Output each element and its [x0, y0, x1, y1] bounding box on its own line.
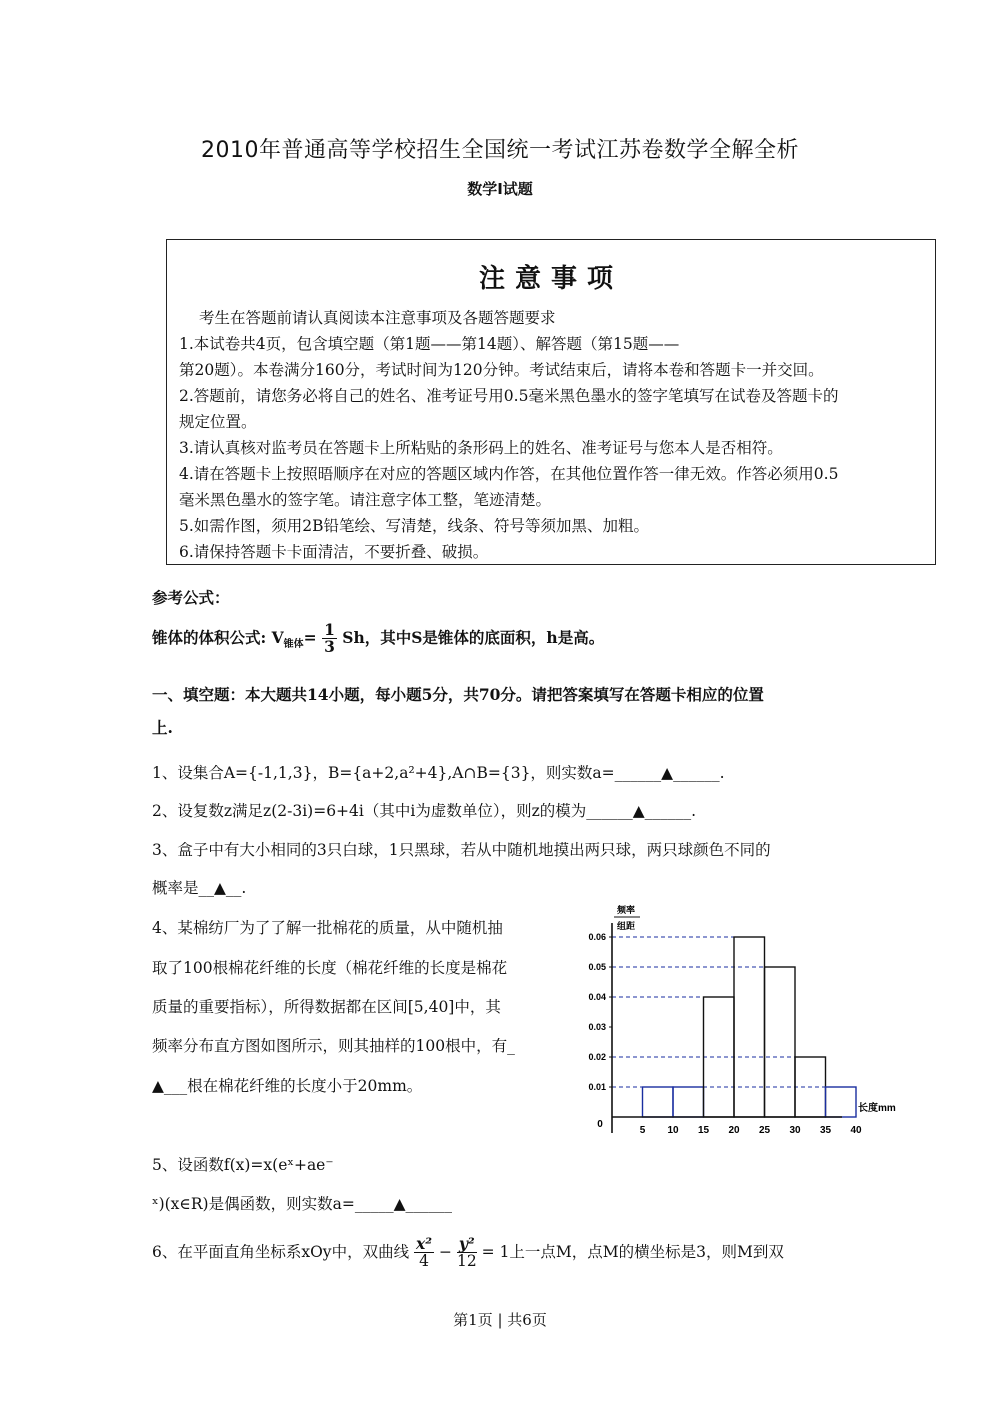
notice-line: 2.答题前，请您务必将自己的姓名、准考证号用0.5毫米黑色墨水的签字笔填写在试卷及答题卡的: [179, 387, 839, 405]
histogram-bar: [673, 1087, 704, 1117]
notice-heading: 注意事项: [478, 264, 623, 294]
notice-line: 第20题）。本卷满分160分，考试时间为120分钟。考试结束后，请将本卷和答题卡一并交回。: [179, 361, 824, 379]
page-title: 2010年普通高等学校招生全国统一考试江苏卷数学全解全析: [201, 138, 799, 163]
y-tick-label: 0.05: [588, 962, 606, 972]
x-tick-label: 30: [789, 1125, 801, 1136]
question-4-line: 频率分布直方图如图所示，则其抽样的100根中，有_: [152, 1037, 515, 1055]
question-3-cont: 概率是__▲__.: [152, 879, 247, 897]
formula-label: 参考公式：: [152, 588, 230, 607]
question-4-line: 4、某棉纺厂为了了解一批棉花的质量，从中随机抽: [152, 919, 503, 937]
x-tick-label: 25: [758, 1125, 771, 1136]
y-tick-label: 0.02: [588, 1052, 606, 1062]
y-axis-label-top: 频率: [616, 905, 636, 915]
fraction-denominator: 4: [419, 1252, 429, 1271]
notice-line: 规定位置。: [179, 413, 257, 431]
fraction-denominator: 3: [324, 637, 335, 657]
notice-line: 6.请保持答题卡卡面清洁，不要折叠、破损。: [179, 543, 489, 561]
fraction-numerator: y²: [458, 1234, 475, 1253]
question-5-cont: ˣ)(x∈R)是偶函数，则实数a=_____▲______: [152, 1195, 452, 1213]
question-4-line: ▲___根在棉花纤维的长度小于20mm。: [152, 1077, 423, 1095]
x-tick-label: 5: [639, 1125, 646, 1136]
question-4-line: 质量的重要指标），所得数据都在区间[5,40]中，其: [152, 998, 501, 1016]
x-tick-label: 35: [819, 1125, 832, 1136]
question-6-tail: = 1上一点M，点M的横坐标是3，则M到双: [481, 1242, 784, 1261]
histogram-bar: [734, 937, 765, 1117]
formula-fraction: [322, 622, 337, 656]
notice-line: 3.请认真核对监考员在答题卡上所粘贴的条形码上的姓名、准考证号与您本人是否相符。: [179, 439, 783, 457]
notice-line: 4.请在答题卡上按照晤顺序在对应的答题区域内作答，在其他位置作答一律无效。作答必须用0.5: [179, 465, 839, 483]
fraction-numerator: 1: [324, 620, 335, 639]
question-3: 3、盒子中有大小相同的3只白球，1只黑球，若从中随机地摸出两只球，两只球颜色不同的: [152, 841, 771, 859]
formula-sub: 锥体: [283, 638, 304, 650]
question-5: 5、设函数f(x)=x(eˣ+ae⁻: [152, 1156, 334, 1174]
x-tick-label: 10: [667, 1125, 679, 1136]
histogram-bar: [765, 967, 796, 1117]
hyperbola-term-x: [414, 1236, 434, 1270]
question-1: 1、设集合A={-1,1,3}，B={a+2,a²+4},A∩B={3}，则实数a=______▲______.: [152, 764, 725, 782]
histogram-layer: [588, 904, 895, 1136]
notice-intro: 考生在答题前请认真阅读本注意事项及各题答题要求: [199, 309, 556, 327]
notice-line: 毫米黑色墨水的签字笔。请注意字体工整，笔迹清楚。: [179, 491, 552, 509]
fraction-denominator: 12: [456, 1252, 477, 1271]
question-6: [152, 1236, 784, 1270]
y-tick-label: 0.06: [588, 932, 606, 942]
section-heading-cont: 上.: [152, 718, 173, 737]
x-tick-label: 40: [850, 1125, 862, 1136]
notice-line: 1.本试卷共4页，包含填空题（第1题——第14题）、解答题（第15题——: [179, 335, 680, 353]
section-heading: 一、填空题：本大题共14小题，每小题5分，共70分。请把答案填写在答题卡相应的位置: [152, 685, 764, 704]
histogram-bar: [826, 1087, 857, 1117]
question-4-line: 取了100根棉花纤维的长度（棉花纤维的长度是棉花: [152, 959, 508, 977]
question-2: 2、设复数z满足z(2-3i)=6+4i（其中i为虚数单位），则z的模为______▲______.: [152, 802, 697, 820]
page-footer: 第1页 | 共6页: [453, 1311, 547, 1329]
hyperbola-term-y: [457, 1236, 477, 1270]
y-tick-label: 0.04: [588, 992, 606, 1002]
fraction-numerator: x²: [416, 1234, 433, 1253]
y-tick-label: 0.03: [588, 1022, 606, 1032]
y-tick-label: 0.01: [588, 1082, 606, 1092]
formula-eq: =: [303, 627, 317, 647]
y-axis-label-bottom: 组距: [616, 921, 636, 931]
origin-label: 0: [597, 1119, 603, 1130]
frequency-histogram: [570, 895, 900, 1145]
minus-sign: −: [438, 1242, 452, 1261]
notice-box: [166, 239, 936, 565]
x-axis-label: 长度mm: [858, 1103, 896, 1114]
x-tick-label: 20: [728, 1125, 740, 1136]
notice-line: 5.如需作图，须用2B铅笔绘、写清楚，线条、符号等须加黑、加粗。: [179, 517, 650, 535]
question-6-lead: 6、在平面直角坐标系xOy中，双曲线: [152, 1242, 410, 1261]
x-tick-label: 15: [697, 1125, 710, 1136]
cone-volume-formula: [152, 622, 604, 656]
formula-lead: 锥体的体积公式: V: [152, 627, 284, 647]
formula-tail: Sh，其中S是锥体的底面积，h是高。: [342, 627, 605, 647]
histogram-bar: [643, 1087, 674, 1117]
page-subtitle: 数学Ⅰ试题: [467, 180, 533, 198]
